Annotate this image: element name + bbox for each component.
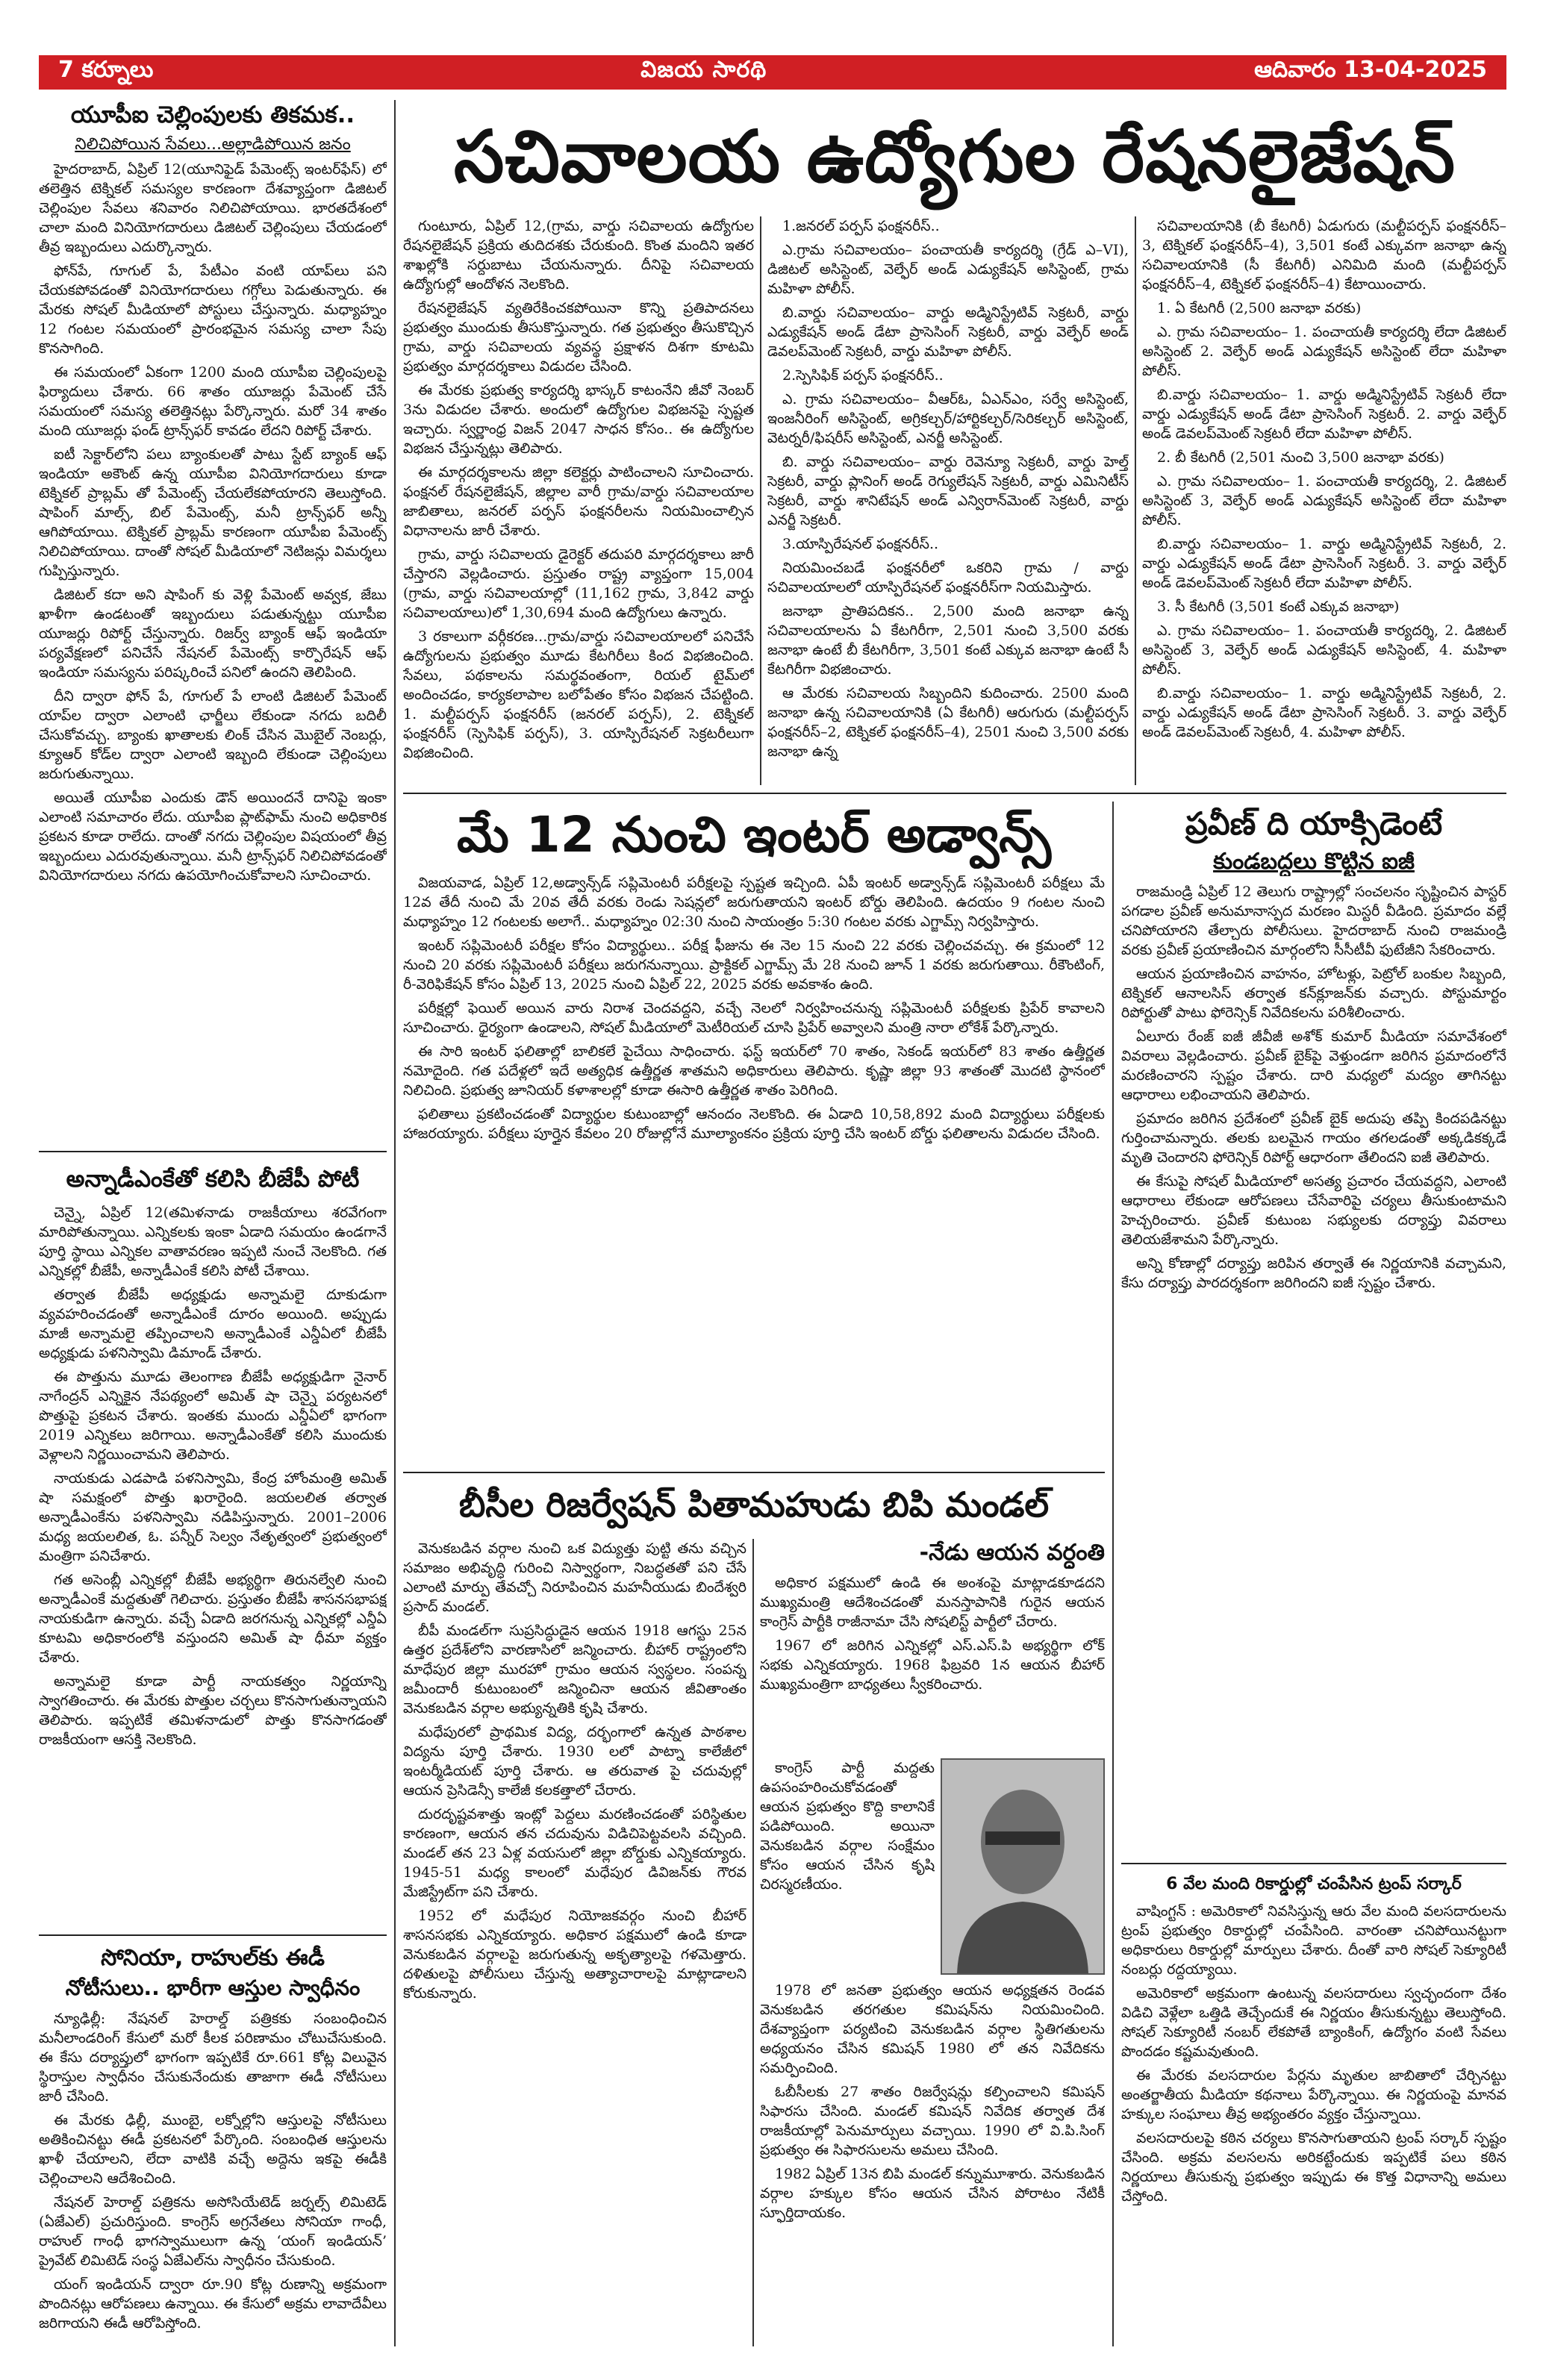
paragraph: నాయకుడు ఎడపాడి పళనిస్వామి, కేంద్ర హోంమంత్రి అమిత్ షా సమక్షంలో పొత్తు ఖరారైంది. జయలలిత తర్వాత అన్నాడీఎంకేను పళనిస్వామి నడిపిస్తున్నారు. 2001–2006 మధ్య జయలలిత, ఓ. పన్నీర్ సెల్వం నేతృత్వంలో ప్రభుత్వంలో మంత్రిగా పనిచేశారు. — [39, 1470, 387, 1564]
lead-col-a — [403, 216, 754, 785]
paragraph: ఈ మార్గదర్శకాలను జిల్లా కలెక్టర్లు పాటించాలని సూచించారు. ఫంక్షనల్ రేషనలైజేషన్, జిల్లాల వారీ గ్రామ/వార్డు సచివాలయాల జాబితాలు, జనరల్ పర్పస్ ఫంక్షనరీలను నియమించాల్సిన విధానాలను జారీ చేశారు. — [403, 464, 754, 539]
lead-col-c — [1142, 216, 1506, 785]
paragraph: విజయవాడ, ఏప్రిల్ 12,అడ్వాన్స్‌డ్ సప్లిమెంటరీ పరీక్షలపై స్పష్టత ఇచ్చింది. ఏపీ ఇంటర్ అడ్వాన్స్‌డ్ సప్లిమెంటరీ పరీక్షలు మే 12వ తేదీ నుంచి మే 20వ తేదీ వరకు రెండు సెషన్లలో జరుగుతాయని ఇంటర్ బోర్డు తెలిపింది. ఉదయం 9 గంటల నుంచి మధ్యాహ్నం 12 గంటలకు అలాగే.. మధ్యాహ్నం 02:30 నుంచి సాయంత్రం 5:30 గంటల వరకు ఎగ్జామ్స్ నిర్వహిస్తారు. — [403, 875, 1105, 930]
column-rule — [760, 216, 761, 785]
paragraph: గ్రామ, వార్డు సచివాలయ డైరెక్టర్ తదుపరి మార్గదర్శకాలు జారీ చేస్తారని వెల్లడించారు. ప్రస్తుతం రాష్ట్ర వ్యాప్తంగా 15,004 (గ్రామ, వార్డు సచివాలయాల్లో (11,162 గ్రామ, 3,842 వార్డు సచివాలయాలు)లో 1,30,694 మంది ఉద్యోగులు ఉన్నారు. — [403, 546, 754, 621]
paragraph: 1967 లో జరిగిన ఎన్నికల్లో ఎస్.ఎస్.పి అభ్యర్థిగా లోక్ సభకు ఎన్నికయ్యారు. 1968 ఫిబ్రవరి 1న ఆయన బీహార్ ముఖ్యమంత్రిగా బాధ్యతలు స్వీకరించారు. — [760, 1637, 1105, 1693]
paragraph: కాంగ్రెస్ పార్టీ మద్దతు ఉపసంహరించుకోవడంతో ఆయన ప్రభుత్వం కొద్ది కాలానికే పడిపోయింది. అయినా వెనుకబడిన వర్గాల సంక్షేమం కోసం ఆయన చేసిన కృషి చిరస్మరణీయం. — [760, 1760, 935, 1893]
paragraph: ఆయన ప్రయాణించిన వాహనం, హోటళ్లు, పెట్రోల్ బంకుల సిబ్బంది, టెక్నికల్ ఆనాలసిస్ తర్వాత కన్‌క్లూజన్‌కు వచ్చారు. పోస్టుమార్టం రిపోర్టుతో పాటు ఫోరెన్సిక్ నివేదికలను పరిశీలించారు. — [1121, 966, 1506, 1021]
paragraph: జనాభా ప్రాతిపదికన.. 2,500 మంది జనాభా ఉన్న సచివాలయాలను ఏ కేటగిరీగా, 2,501 నుంచి 3,500 వరకు జనాభా ఉంటే బీ కేటగిరీగా, 3,501 కంటే ఎక్కువ జనాభా ఉంటే సీ కేటగిరీగా విభజించారు. — [767, 603, 1129, 678]
bc-col-b-wrap — [760, 1758, 935, 1975]
column-rule — [752, 1539, 754, 2346]
paragraph: అన్నామలై కూడా పార్టీ నాయకత్వం నిర్ణయాన్ని స్వాగతించారు. ఈ మేరకు పొత్తుల చర్చలు కొనసాగుతున్నాయని తెలిపారు. ఇప్పటికే తమిళనాడులో పొత్తు కొనసాగడంతో రాజకీయంగా ఆసక్తి నెలకొంది. — [39, 1673, 387, 1748]
page-label: 7 కర్నూలు — [58, 57, 154, 83]
paragraph: నియమించబడే ఫంక్షనరీలో ఒకరిని గ్రామ / వార్డు సచివాలయాలలో యాస్పిరేషనల్ ఫంక్షనరీస్‌గా నియమిస్తారు. — [767, 560, 1129, 596]
divider — [39, 1151, 387, 1152]
paragraph: బి.వార్డు సచివాలయం– వార్డు అడ్మినిస్ట్రేటివ్ సెక్రటరీ, వార్డు ఎడ్యుకేషన్ అండ్ డేటా ప్రాసెసింగ్ సెక్రటరీ, వార్డు వెల్ఫేర్ అండ్ డెవలప్‌మెంట్ సెక్రటరీ, వార్డు మహిళా పోలీస్. — [767, 304, 1129, 360]
paragraph: బి.వార్డు సచివాలయం– 1. వార్డు అడ్మినిస్ట్రేటివ్ సెక్రటరీ, 2. వార్డు ఎడ్యుకేషన్ అండ్ డేటా ప్రాసెసింగ్ సెక్రటరీ. 3. వార్డు వెల్ఫేర్ అండ్ డెవలప్‌మెంట్ సెక్రటరీ, 4. మహిళా పోలీస్. — [1142, 685, 1506, 740]
bp-mandal-photo — [941, 1758, 1105, 1975]
paragraph: 1982 ఏప్రిల్ 13న బిపి మండల్ కన్నుమూశారు. వెనుకబడిన వర్గాల హక్కుల కోసం ఆయన చేసిన పోరాటం నేటికీ స్ఫూర్తిదాయకం. — [760, 2166, 1105, 2221]
lead-headline: సచివాలయ ఉద్యోగుల రేషనలైజేషన్ — [454, 115, 1456, 199]
bc-headline: బీసీల రిజర్వేషన్ పితామహుడు బిపి మండల్ — [458, 1484, 1050, 1525]
paragraph: సచివాలయానికి (బీ కేటగిరీ) ఏడుగురు (మల్టీపర్పస్ ఫంక్షనరీస్–3, టెక్నికల్ ఫంక్షనరీస్–4), 3,501 కంటే ఎక్కువగా జనాభా ఉన్న సచివాలయానికి (సీ కేటగిరీ) ఎనిమిది మంది (మల్టీపర్పస్ ఫంక్షనరీస్–4, టెక్నికల్ ఫంక్షనరీస్–4) కేటాయించారు. — [1142, 218, 1506, 293]
paragraph: చెన్నై, ఏప్రిల్ 12(తమిళనాడు రాజకీయాలు శరవేగంగా మారిపోతున్నాయి. ఎన్నికలకు ఇంకా ఏడాది సమయం ఉండగానే పూర్తి స్థాయి ఎన్నికల వాతావరణం ఇప్పటి నుంచే నెలకొంది. గత ఎన్నికల్లో బీజేపీ, అన్నాడీఎంకే కలిసి పోటీ చేశాయి. — [39, 1205, 387, 1279]
accident-headline: ప్రవీణ్ ది యాక్సిడెంటే — [1185, 805, 1443, 842]
bjp-body — [39, 1203, 387, 1927]
trump-story — [1121, 1872, 1506, 2346]
paragraph: ఫలితాలు ప్రకటించడంతో విద్యార్థుల కుటుంబాల్లో ఆనందం నెలకొంది. ఈ ఏడాది 10,58,892 మంది విద్యార్థులు పరీక్షలకు హాజరయ్యారు. పరీక్షలు పూర్తైన కేవలం 20 రోజుల్లోనే మూల్యాంకనం ప్రక్రియ పూర్తి చేసి ఇంటర్ బోర్డు ఫలితాలను విడుదల చేసింది. — [403, 1106, 1105, 1142]
paragraph: అయితే యూపీఐ ఎందుకు డౌన్ అయిందనే దానిపై ఇంకా ఎలాంటి సమాచారం లేదు. యూపీఐ ప్లాట్‌ఫామ్ నుంచి అధికారిక ప్రకటన కూడా రాలేదు. దాంతో నగదు చెల్లింపుల విషయంలో తీవ్ర ఇబ్బందులు ఎదురవుతున్నాయి. మనీ ట్రాన్స్‌ఫర్ నిలిచిపోవడంతో వినియోగదారులు నగదు ఉపయోగించుకోవాలని సూచించారు. — [39, 790, 387, 884]
paragraph: 1.జనరల్ పర్పస్ ఫంక్షనరీస్.. — [782, 218, 940, 234]
paragraph: పరీక్షల్లో ఫెయిల్ అయిన వారు నిరాశ చెందవద్దని, వచ్చే నెలలో నిర్వహించనున్న సప్లిమెంటరీ పరీక్షలకు ప్రిపేర్ కావాలని సూచించారు. ధైర్యంగా ఉండాలని, సోషల్ మీడియాలో మెటీరియల్ చూసి ప్రిపేర్ అవ్వాలని మంత్రి నారా లోకేశ్ పేర్కొన్నారు. — [403, 1000, 1105, 1036]
divider — [403, 1472, 1105, 1473]
paragraph: యంగ్ ఇండియన్ ద్వారా రూ.90 కోట్ల రుణాన్ని అక్రమంగా పొందినట్లు ఆరోపణలు ఉన్నాయి. ఈ కేసులో అక్రమ లావాదేవీలు జరిగాయని ఈడీ ఆరోపిస్తోంది. — [39, 2276, 387, 2331]
accident-body — [1121, 882, 1506, 1852]
paragraph: 2. బీ కేటగిరీ (2,501 నుంచి 3,500 జనాభా వరకు) — [1157, 449, 1444, 466]
divider — [403, 793, 1506, 794]
column-rule — [394, 100, 396, 2346]
ed-body — [39, 2009, 387, 2343]
paragraph: గత అసెంబ్లీ ఎన్నికల్లో బీజేపీ అభ్యర్థిగా తిరునల్వేలి నుంచి అన్నాడీఎంకే మద్దతుతో గెలిచారు. ప్రస్తుతం బీజేపీ శాసనసభాపక్ష నాయకుడిగా ఉన్నారు. వచ్చే ఏడాది జరగనున్న ఎన్నికల్లో ఎన్డీఏ కూటమి అధికారంలోకి వస్తుందని అమిత్ షా ధీమా వ్యక్తం చేశారు. — [39, 1572, 387, 1666]
paragraph: 3. సీ కేటగిరీ (3,501 కంటే ఎక్కువ జనాభా) — [1157, 599, 1400, 615]
paragraph: ఐటీ సెక్టార్‌లోని పలు బ్యాంకులతో పాటు స్టేట్ బ్యాంక్ ఆఫ్ ఇండియా అకౌంట్ ఉన్న యూపీఐ వినియోగదారులు కూడా టెక్నికల్ ప్రాబ్లమ్ తో పేమెంట్స్ చేయలేకపోయారని తెలుస్తోంది. షాపింగ్ మాల్స్, బిల్ పేమెంట్స్, మనీ ట్రాన్స్‌ఫర్ అన్నీ ఆగిపోయాయి. టెక్నికల్ ప్రాబ్లమ్ కారణంగా యూపీఐ పేమెంట్స్ నిలిచిపోయాయి. దాంతో సోషల్ మీడియాలో నెటిజన్లు విమర్శలు గుప్పిస్తున్నారు. — [39, 446, 387, 579]
paragraph: ఈ మేరకు వలసదారుల పేర్లను మృతుల జాబితాలో చేర్చినట్టు అంతర్జాతీయ మీడియా కథనాలు పేర్కొన్నాయి. ఈ నిర్ణయంపై మానవ హక్కుల సంఘాలు తీవ్ర అభ్యంతరం వ్యక్తం చేస్తున్నాయి. — [1121, 2067, 1506, 2123]
ed-story — [39, 1943, 387, 2346]
paragraph: ఇంటర్ సప్లిమెంటరీ పరీక్షల కోసం విద్యార్థులు.. పరీక్ష ఫీజును ఈ నెల 15 నుంచి 22 వరకు చెల్లించవచ్చు. ఈ క్రమంలో 12 నుంచి 20 వరకు సప్లిమెంటరీ పరీక్షలు జరుగనున్నాయి. ప్రాక్టికల్ ఎగ్జామ్స్ మే 28 నుంచి జూన్ 1 వరకు జరుగుతాయి. రీకౌంటింగ్, రీ-వెరిఫికేషన్ కోసం ఏప్రిల్ 13, 2025 నుంచి ఏప్రిల్ 22, 2025 వరకు అవకాశం ఉంది. — [403, 937, 1105, 993]
accident-subhead: కుండబద్దలు కొట్టిన ఐజీ — [1213, 849, 1415, 875]
paragraph: అధికార పక్షములో ఉండి ఈ అంశంపై మాట్లాడకూడదని ముఖ్యమంత్రి ఆదేశించడంతో మనస్తాపానికి గురైన ఆయన కాంగ్రెస్ పార్టీకి రాజీనామా చేసి సోషలిస్ట్ పార్టీలో చేరారు. — [760, 1575, 1105, 1630]
paragraph: ఎ. గ్రామ సచివాలయం– 1. పంచాయతీ కార్యదర్శి, 2. డిజిటల్ అసిస్టెంట్ 3, వెల్ఫేర్ అండ్ ఎడ్యుకేషన్ అసిస్టెంట్, 4. మహిళా పోలీస్. — [1142, 622, 1506, 678]
paragraph: 3.యాస్పిరేషనల్ ఫంక్షనరీస్.. — [782, 536, 939, 552]
ed-headline-1: సోనియా, రాహుల్‌కు ఈడీ — [101, 1945, 325, 1971]
paragraph: రాజమండ్రి ఏప్రిల్ 12 తెలుగు రాష్ట్రాల్లో సంచలనం సృష్టించిన పాస్టర్ పగడాల ప్రవీణ్ అనుమానాస్పద మరణం మిస్టరీ వీడింది. ప్రమాదం వల్లే చనిపోయారని తేల్చారు పోలీసులు. హైదరాబాద్ నుంచి రాజమండ్రి వరకు ప్రవీణ్ ప్రయాణించిన మార్గంలోని సీసీటీవీ ఫుటేజీని సేకరించారు. — [1121, 884, 1506, 958]
column-rule — [1135, 216, 1136, 785]
bjp-story — [39, 1161, 387, 1930]
paragraph: 2.స్పెసిఫిక్ పర్పస్ ఫంక్షనరీస్.. — [782, 367, 944, 384]
issue-date: ఆదివారం 13-04-2025 — [1254, 57, 1487, 83]
paragraph: ఈ మేరకు ప్రభుత్వ కార్యదర్శి భాస్కర్ కాటంనేని జీవో నెంబర్ 3ను విడుదల చేశారు. అందులో ఉద్యోగుల విభజనపై స్పష్టత ఇచ్చారు. స్వర్ణాంధ్ర విజన్ 2047 సాధన కోసం.. ఈ ఉద్యోగుల విభజన చేస్తున్నట్లు తెలిపారు. — [403, 382, 754, 457]
paragraph: తర్వాత బీజేపీ అధ్యక్షుడు అన్నామలై దూకుడుగా వ్యవహరించడంతో అన్నాడీఎంకే దూరం అయింది. అప్పుడు మాజీ అన్నామలై తప్పించాలని అన్నాడీఎంకే ఎన్డీఏలో బీజేపీ అధ్యక్షుడు పళనిస్వామి డిమాండ్ చేశారు. — [39, 1287, 387, 1361]
trump-headline: 6 వేల మంది రికార్డుల్లో చంపేసిన ట్రంప్ సర్కార్ — [1166, 1875, 1462, 1893]
paragraph: ఎ. గ్రామ సచివాలయం– 1. పంచాయతీ కార్యదర్శి లేదా డిజిటల్ అసిస్టెంట్ 2. వెల్ఫేర్ అండ్ ఎడ్యుకేషన్ అసిస్టెంట్ లేదా మహిళా పోలీస్. — [1142, 324, 1506, 379]
divider — [1121, 1863, 1506, 1864]
bc-col-b-top — [760, 1573, 1105, 1752]
paragraph: ఏలూరు రేంజ్ ఐజీ జీవీజీ అశోక్ కుమార్ మీడియా సమావేశంలో వివరాలు వెల్లడించారు. ప్రవీణ్ బైక్‌పై వెళ్తుండగా జరిగిన ప్రమాదంలోనే మరణించారని స్పష్టం చేశారు. దారి మధ్యలో మద్యం తాగినట్టు ఆధారాలు లభించాయని తెలిపారు. — [1121, 1028, 1506, 1103]
paragraph: హైదరాబాద్, ఏప్రిల్ 12(యూనిఫైడ్ పేమెంట్స్ ఇంటర్‌ఫేస్) లో తలెత్తిన టెక్నికల్ సమస్యల కారణంగా దేశవ్యాప్తంగా డిజిటల్ చెల్లింపుల సేవలు శనివారం నిలిచిపోయాయి. భారతదేశంలో చాలా మంది వినియోగదారులు డిజిటల్ చెల్లింపులు చేయడంలో తీవ్ర ఇబ్బందులు ఎదుర్కొన్నారు. — [39, 161, 387, 255]
paragraph: నేషనల్ హెరాల్డ్ పత్రికను అసోసియేటెడ్ జర్నల్స్ లిమిటెడ్ (ఏజేఎల్) ప్రచురిస్తుంది. కాంగ్రెస్ అగ్రనేతలు సోనియా గాంధీ, రాహుల్ గాంధీ భాగస్వాములుగా ఉన్న ‘యంగ్ ఇండియన్’ ప్రైవేట్ లిమిటెడ్ సంస్థ ఏజేఎల్‌ను స్వాధీనం చేసుకుంది. — [39, 2194, 387, 2269]
paragraph: బీపీ మండల్‌గా సుప్రసిద్ధుడైన ఆయన 1918 ఆగస్టు 25న ఉత్తర ప్రదేశ్‌లోని వారణాసిలో జన్మించారు. బీహార్ రాష్ట్రంలోని మాధేపుర జిల్లా మురహో గ్రామం ఆయన స్వస్థలం. సంపన్న జమీందారీ కుటుంబంలో జన్మించినా ఆయన జీవితాంతం వెనుకబడిన వర్గాల అభ్యున్నతికి కృషి చేశారు. — [403, 1622, 746, 1717]
paragraph: దురదృష్టవశాత్తు ఇంట్లో పెద్దలు మరణించడంతో పరిస్థితుల కారణంగా, ఆయన తన చదువును విడిచిపెట్టవలసి వచ్చింది. మండల్ తన 23 ఏళ్ల వయసులో జిల్లా బోర్డుకు ఎన్నికయ్యారు. 1945-51 మధ్య కాలంలో మధేపుర డివిజన్‌కు గౌరవ మేజిస్ట్రేట్‌గా పని చేశారు. — [403, 1806, 746, 1900]
inter-story — [403, 802, 1105, 1466]
trump-body — [1121, 1902, 1506, 2343]
paragraph: న్యూఢిల్లీ: నేషనల్ హెరాల్డ్ పత్రికకు సంబంధించిన మనీలాండరింగ్ కేసులో మరో కీలక పరిణామం చోటుచేసుకుంది. ఈ కేసు దర్యాప్తులో భాగంగా ఇప్పటికే రూ.661 కోట్ల విలువైన స్థిరాస్తుల స్వాధీనం చేసుకునేందుకు తాజాగా ఈడీ నోటీసులు జారీ చేసింది. — [39, 2011, 387, 2105]
paragraph: ఓబీసీలకు 27 శాతం రిజర్వేషన్లు కల్పించాలని కమిషన్ సిఫారసు చేసింది. మండల్ కమిషన్ నివేదిక తర్వాత దేశ రాజకీయాల్లో పెనుమార్పులు వచ్చాయి. 1990 లో వి.పి.సింగ్ ప్రభుత్వం ఈ సిఫారసులను అమలు చేసింది. — [760, 2084, 1105, 2158]
upi-headline: యూపీఐ చెల్లింపులకు తికమక.. — [70, 101, 355, 128]
paragraph: ప్రమాదం జరిగిన ప్రదేశంలో ప్రవీణ్ బైక్ అదుపు తప్పి కిందపడినట్టు గుర్తించామన్నారు. తలకు బలమైన గాయం తగలడంతో అక్కడికక్కడే మృతి చెందారని ఫోరెన్సిక్ రిపోర్ట్ ఆధారంగా తేలిందని ఐజీ తెలిపారు. — [1121, 1111, 1506, 1166]
divider — [39, 1934, 387, 1936]
paragraph: ఈ సారి ఇంటర్ ఫలితాల్లో బాలికలే పైచేయి సాధించారు. ఫస్ట్ ఇయర్‌లో 70 శాతం, సెకండ్ ఇయర్‌లో 83 శాతం ఉత్తీర్ణత నమోదైంది. గత పదేళ్లలో ఇదే అత్యధిక ఉత్తీర్ణత శాతమని అధికారులు తెలిపారు. కృష్ణా జిల్లా 93 శాతంతో మొదటి స్థానంలో నిలిచింది. ప్రభుత్వ జూనియర్ కళాశాలల్లో కూడా ఈసారి ఉత్తీర్ణత శాతం పెరిగింది. — [403, 1043, 1105, 1099]
paragraph: బి.వార్డు సచివాలయం– 1. వార్డు అడ్మినిస్ట్రేటివ్ సెక్రటరీ లేదా వార్డు ఎడ్యుకేషన్ అండ్ డేటా ప్రాసెసింగ్ సెక్రటరీ. 2. వార్డు వెల్ఫేర్ అండ్ డెవలప్‌మెంట్ సెక్రటరీ లేదా మహిళా పోలీస్. — [1142, 387, 1506, 442]
inter-body — [403, 873, 1105, 1463]
paragraph: ఎ. గ్రామ సచివాలయం– వీఆర్ఓ, ఏఎన్ఎం, సర్వే అసిస్టెంట్, ఇంజనీరింగ్ అసిస్టెంట్, అగ్రికల్చర్/హార్టికల్చర్/సెరికల్చర్ అసిస్టెంట్, వెటర్నరీ/ఫిషరీస్ అసిస్టెంట్, ఎనర్జీ అసిస్టెంట్. — [767, 391, 1129, 446]
inter-headline: మే 12 నుంచి ఇంటర్ అడ్వాన్స్ — [456, 806, 1052, 863]
paragraph: గుంటూరు, ఏప్రిల్ 12,(గ్రామ, వార్డు సచివాలయ ఉద్యోగుల రేషనలైజేషన్ ప్రక్రియ తుదిదశకు చేరుకుంది. కొంత మందిని ఇతర శాఖల్లోకి సర్దుబాటు చేయనున్నారు. దీనిపై సచివాలయ ఉద్యోగుల్లో ఆందోళన నెలకొంది. — [403, 218, 754, 293]
masthead: విజయ సారథి — [640, 57, 767, 83]
paragraph: 3 రకాలుగా వర్గీకరణ...గ్రామ/వార్డు సచివాలయాలలో పనిచేసే ఉద్యోగులను ప్రభుత్వం మూడు కేటగిరీలు కింద విభజించింది. సేవలు, పథకాలను సమర్థవంతంగా, రియల్ టైమ్‌లో అందించడం, కార్యకలాపాల బలోపేతం కోసం విభజన చేపట్టింది. 1. మల్టీపర్పస్ ఫంక్షనరీస్ (జనరల్ పర్పస్), 2. టెక్నికల్ ఫంక్షనరీస్ (స్పెసిఫిక్ పర్పస్), 3. యాస్పిరేషనల్ సెక్రటరీలుగా విభజించింది. — [403, 628, 754, 761]
paragraph: ఫోన్‌పే, గూగుల్ పే, పేటీఎం వంటి యాప్‌లు పని చేయకపోవడంతో వినియోగదారులు గగ్గోలు పెడుతున్నారు. ఈ మేరకు సోషల్ మీడియాలో పోస్టులు చేస్తున్నారు. మధ్యాహ్నం 12 గంటల సమయంలో ప్రారంభమైన సమస్య చాలా సేపు కొనసాగింది. — [39, 263, 387, 357]
paragraph: వాషింగ్టన్ : అమెరికాలో నివసిస్తున్న ఆరు వేల మంది వలసదారులను ట్రంప్ ప్రభుత్వం రికార్డుల్లో చంపేసింది. వారంతా చనిపోయినట్టుగా అధికారులు రికార్డుల్లో మార్పులు చేశారు. దీంతో వారి సోషల్ సెక్యూరిటీ నంబర్లు రద్దయ్యాయి. — [1121, 1903, 1506, 1978]
portrait-placeholder-icon — [942, 1760, 1103, 1973]
column-rule — [1112, 802, 1114, 2346]
paragraph: అమెరికాలో అక్రమంగా ఉంటున్న వలసదారులు స్వచ్ఛందంగా దేశం విడిచి వెళ్లేలా ఒత్తిడి తెచ్చేందుకే ఈ నిర్ణయం తీసుకున్నట్టు తెలుస్తోంది. సోషల్ సెక్యూరిటీ నంబర్ లేకపోతే బ్యాంకింగ్, ఉద్యోగం వంటి సేవలు పొందడం కష్టమవుతుంది. — [1121, 1985, 1506, 2060]
paragraph: బి. వార్డు సచివాలయం– వార్డు రెవెన్యూ సెక్రటరీ, వార్డు హెల్త్ సెక్రటరీ, వార్డు ప్లానింగ్ అండ్ రెగ్యులేషన్ సెక్రటరీ, వార్డు ఎమినిటీస్ సెక్రటరీ, వార్డు శానిటేషన్ అండ్ ఎన్విరాన్‌మెంట్ సెక్రటరీ, వార్డు ఎనర్జీ సెక్రటరీ. — [767, 454, 1129, 528]
upi-body — [39, 160, 387, 1145]
paragraph: మధేపురలో ప్రాథమిక విద్య, దర్భంగాలో ఉన్నత పాఠశాల విద్యను పూర్తి చేశారు. 1930 లలో పాట్నా కాలేజీలో ఇంటర్మీడియట్ పూర్తి చేశారు. ఆ తరువాత పై చదువుల్లో ఆయన ప్రెసిడెన్సీ కాలేజీ కలకత్తాలో చేరారు. — [403, 1724, 746, 1799]
paragraph: 1. ఏ కేటగిరీ (2,500 జనాభా వరకు) — [1157, 300, 1362, 316]
paragraph: 1952 లో మధేపుర నియోజకవర్గం నుంచి బీహార్ శాసనసభకు ఎన్నికయ్యారు. అధికార పక్షములో ఉండి కూడా వెనుకబడిన వర్గాలపై జరుగుతున్న అకృత్యాలపై గళమెత్తారు. దళితులపై పోలీసులు చేస్తున్న అత్యాచారాలపై మాట్లాడాలని కోరుకున్నారు. — [403, 1908, 746, 2002]
paragraph: ఈ సమయంలో ఏకంగా 1200 మంది యూపీఐ చెల్లింపులపై ఫిర్యాదులు చేశారు. 66 శాతం యూజర్లు పేమెంట్ చేసే సమయంలో సమస్య తలెత్తినట్లు పేర్కొన్నారు. మరో 34 శాతం మంది యూజర్లు ఫండ్ ట్రాన్స్‌ఫర్ కావడం లేదని రిపోర్ట్ చేశారు. — [39, 364, 387, 439]
paragraph: రేషనలైజేషన్ వ్యతిరేకించకపోయినా కొన్ని ప్రతిపాదనలు ప్రభుత్వం ముందుకు తీసుకొస్తున్నారు. గత ప్రభుత్వం తీసుకొచ్చిన గ్రామ, వార్డు సచివాలయ వ్యవస్థ ప్రక్షాళన దిశగా కూటమి ప్రభుత్వం మార్గదర్శకాలు విడుదల చేసింది. — [403, 300, 754, 375]
bjp-headline: అన్నాడీఎంకేతో కలిసి బీజేపీ పోటీ — [66, 1166, 360, 1193]
paragraph: బి.వార్డు సచివాలయం– 1. వార్డు అడ్మినిస్ట్రేటివ్ సెక్రటరీ, 2. వార్డు ఎడ్యుకేషన్ అండ్ డేటా ప్రాసెసింగ్ సెక్రటరీ. 3. వార్డు వెల్ఫేర్ అండ్ డెవలప్‌మెంట్ సెక్రటరీ లేదా మహిళా పోలీస్. — [1142, 536, 1506, 591]
upi-subhead: నిలిచిపోయిన సేవలు...అల్లాడిపోయిన జనం — [75, 135, 351, 154]
bc-kicker: -నేడు ఆయన వర్ధంతి — [919, 1540, 1105, 1566]
bc-col-b-bottom — [760, 1981, 1105, 2346]
paragraph: ఎ.గ్రామ సచివాలయం– పంచాయతీ కార్యదర్శి (గ్రేడ్ ఎ–VI), డిజిటల్ అసిస్టెంట్, వెల్ఫేర్ అండ్ ఎడ్యుకేషన్ అసిస్టెంట్, గ్రామ మహిళా పోలీస్. — [767, 242, 1129, 297]
accident-story — [1121, 802, 1506, 1858]
paragraph: వలసదారులపై కఠిన చర్యలు కొనసాగుతాయని ట్రంప్ సర్కార్ స్పష్టం చేసింది. అక్రమ వలసలను అరికట్టేందుకు ఇప్పటికే పలు కఠిన నిర్ణయాలు తీసుకున్న ప్రభుత్వం ఇప్పుడు ఈ కొత్త విధానాన్ని అమలు చేస్తోంది. — [1121, 2130, 1506, 2205]
paragraph: వెనుకబడిన వర్గాల నుంచి ఒక విద్యుత్తు పుట్టి తను వచ్చిన సమాజం అభివృద్ధి గురించి నిస్వార్థంగా, నిబద్ధతతో పని చేసే ఎలాంటి మార్పు తేవచ్చో నిరూపించిన మహనీయుడు బిందేశ్వరి ప్రసాద్ మండల్. — [403, 1540, 746, 1615]
ed-headline-2: నోటీసులు.. భారీగా ఆస్తుల స్వాధీనం — [65, 1975, 361, 2000]
paragraph: ఆ మేరకు సచివాలయ సిబ్బందిని కుదించారు. 2500 మంది జనాభా ఉన్న సచివాలయానికి (ఏ కేటగిరీ) ఆరుగురు (మల్టీపర్పస్ ఫంక్షనరీస్–2, టెక్నికల్ ఫంక్షనరీస్–4), 2501 నుంచి 3,500 వరకు జనాభా ఉన్న — [767, 685, 1129, 760]
paragraph: ఈ కేసుపై సోషల్ మీడియాలో అసత్య ప్రచారం చేయవద్దని, ఎలాంటి ఆధారాలు లేకుండా ఆరోపణలు చేసేవారిపై చర్యలు తీసుకుంటామని హెచ్చరించారు. ప్రవీణ్ కుటుంబ సభ్యులకు దర్యాప్తు వివరాలు తెలియజేశామని పేర్కొన్నారు. — [1121, 1173, 1506, 1248]
paragraph: దీని ద్వారా ఫోన్ పే, గూగుల్ పే లాంటి డిజిటల్ పేమెంట్ యాప్‌ల ద్వారా ఎలాంటి ఛార్జీలు లేకుండా నగదు బదిలీ చేసుకోవచ్చు. బ్యాంకు ఖాతాలకు లింక్ చేసిన మొబైల్ నెంబర్లు, క్యూఆర్ కోడ్‌ల ద్వారా ఎలాంటి ఇబ్బంది లేకుండా చెల్లింపులు జరుగుతున్నాయి. — [39, 688, 387, 782]
paragraph: డిజిటల్ కదా అని షాపింగ్ కు వెళ్లి పేమెంట్ అవ్వక, జేబు ఖాళీగా ఉండటంతో ఇబ్బందులు పడుతున్నట్టు యూపీఐ యూజర్లు రిపోర్ట్ చేస్తున్నారు. రిజర్వ్ బ్యాంక్ ఆఫ్ ఇండియా పర్యవేక్షణలో పనిచేసే నేషనల్ పేమెంట్స్ కార్పొరేషన్ ఆఫ్ ఇండియా సమస్యను పరిష్కరించే పనిలో ఉందని తెలిపింది. — [39, 587, 387, 681]
paragraph: ఈ పొత్తును మూడు తెలంగాణ బీజేపీ అధ్యక్షుడిగా నైనార్ నాగేంద్రన్ ఎన్నికైన నేపథ్యంలో అమిత్ షా చెన్నై పర్యటనలో పొత్తుపై ప్రకటన చేశారు. ఇంతకు ముందు ఎన్డీఏలో భాగంగా 2019 ఎన్నికలు జరిగాయి. అన్నాడీఎంకేతో కలిసి ముందుకు వెళ్లాలని నిర్ణయించామని తెలిపారు. — [39, 1369, 387, 1463]
paragraph: ఈ మేరకు ఢిల్లీ, ముంబై, లక్నోల్లోని ఆస్తులపై నోటీసులు అతికించినట్టు ఈడీ ప్రకటనలో పేర్కొంది. సంబంధిత ఆస్తులను ఖాళీ చేయాలని, లేదా వాటికి వచ్చే అద్దెను ఇకపై ఈడీకి చెల్లించాలని ఆదేశించింది. — [39, 2112, 387, 2187]
paragraph: ఎ. గ్రామ సచివాలయం– 1. పంచాయతీ కార్యదర్శి, 2. డిజిటల్ అసిస్టెంట్ 3, వెల్ఫేర్ అండ్ ఎడ్యుకేషన్ అసిస్టెంట్ లేదా మహిళా పోలీస్. — [1142, 473, 1506, 528]
lead-col-b — [767, 216, 1129, 785]
paragraph: 1978 లో జనతా ప్రభుత్వం ఆయన అధ్యక్షతన రెండవ వెనుకబడిన తరగతుల కమిషన్‌ను నియమించింది. దేశవ్యాప్తంగా పర్యటించి వెనుకబడిన వర్గాల స్థితిగతులను అధ్యయనం చేసిన కమిషన్ 1980 లో తన నివేదికను సమర్పించింది. — [760, 1982, 1105, 2076]
bc-col-a — [403, 1539, 746, 2346]
paragraph: అన్ని కోణాల్లో దర్యాప్తు జరిపిన తర్వాతే ఈ నిర్ణయానికి వచ్చామని, కేసు దర్యాప్తు పారదర్శకంగా జరిగిందని ఐజీ స్పష్టం చేశారు. — [1121, 1255, 1506, 1291]
page-header-bar — [39, 55, 1506, 90]
upi-story — [39, 100, 387, 1145]
